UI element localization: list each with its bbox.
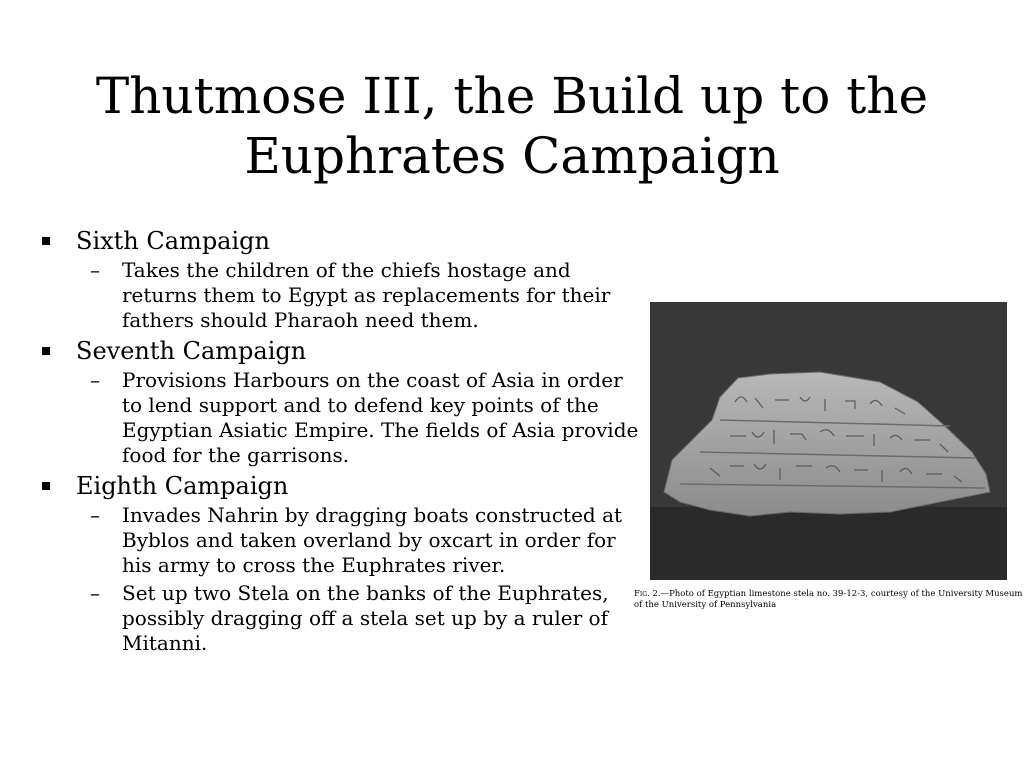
caption-label: Fig. 2. [634,589,661,599]
sub-bullet [40,258,640,333]
square-bullet-icon [42,347,50,355]
figure-caption [634,589,1024,611]
stela-image [650,302,1007,580]
sub-bullet-text: Set up two Stela on the banks of the Euphrates, possibly dragging off a stela set up by a ruler of Mitanni. [122,581,609,655]
title-line-2: Euphrates Campaign [244,127,780,185]
caption-text: —Photo of Egyptian limestone stela no. 39-12-3, courtesy of the University Museum of the University of Pennsylvania [634,589,1023,610]
square-bullet-icon [42,482,50,490]
bullet-eighth-campaign [40,471,640,501]
bullet-label: Seventh Campaign [76,337,307,365]
bullet-seventh-campaign [40,336,640,366]
sub-bullet [40,581,640,656]
sub-bullet [40,368,640,468]
stela-photo [650,302,1007,580]
bullet-label: Sixth Campaign [76,227,270,255]
dash-marker: – [90,368,100,392]
square-bullet-icon [42,237,50,245]
sub-bullet-text: Invades Nahrin by dragging boats constructed at Byblos and taken overland by oxcart in order for his army to cross the Euphrates river. [122,503,623,577]
bullet-sixth-campaign [40,226,640,256]
bullet-list [40,224,640,659]
sub-bullet-text: Takes the children of the chiefs hostage and returns them to Egypt as replacements for their fathers should Pharaoh need them. [122,258,611,332]
bullet-label: Eighth Campaign [76,472,289,500]
dash-marker: – [90,258,100,282]
dash-marker: – [90,503,100,527]
sub-bullet-text: Provisions Harbours on the coast of Asia in order to lend support and to defend key points of the Egyptian Asiatic Empire. The fields of Asia provide food for the garrisons. [122,368,639,467]
dash-marker: – [90,581,100,605]
sub-bullet [40,503,640,578]
slide-title [60,66,964,186]
title-line-1: Thutmose III, the Build up to the [95,67,929,125]
